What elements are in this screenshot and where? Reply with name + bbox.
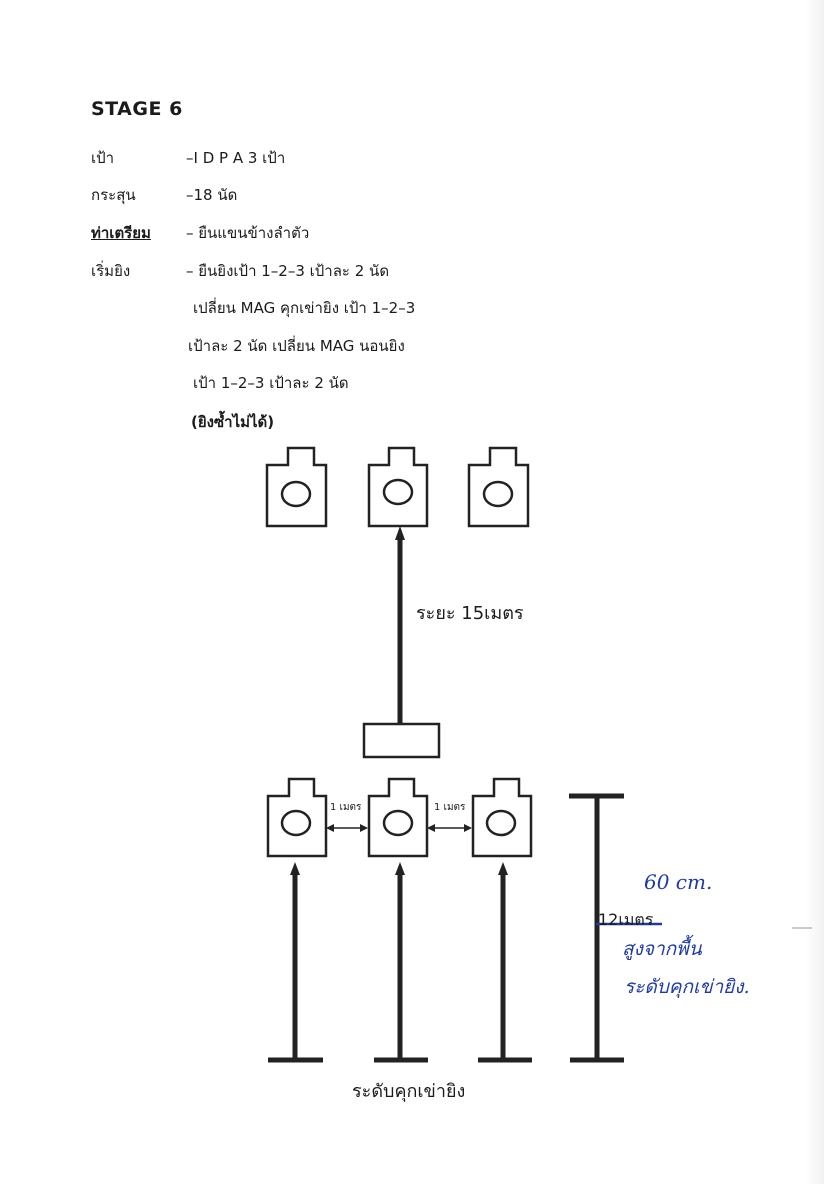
bottom-target-1	[268, 779, 326, 856]
instruction-line-3: เป้า 1–2–3 เป้าละ 2 นัด	[193, 374, 349, 392]
row-value-start: – ยืนยิงเป้า 1–2–3 เป้าละ 2 นัด	[186, 262, 390, 280]
row-label-ammo: กระสุน	[91, 186, 136, 204]
bottom-target-3	[473, 779, 531, 856]
diagram-caption: ระดับคุกเข่ายิง	[352, 1081, 466, 1102]
row-label-ready: ท่าเตรียม	[91, 224, 151, 242]
row-value-ready: – ยืนแขนข้างลำตัว	[186, 224, 310, 242]
spacing-label-right: 1 เมตร	[434, 802, 466, 813]
top-target-1	[267, 448, 326, 526]
top-target-3	[469, 448, 528, 526]
instruction-line-2: เป้าละ 2 นัด เปลี่ยน MAG นอนยิง	[188, 337, 405, 355]
bottom-target-2	[369, 779, 427, 856]
stage-title: STAGE 6	[91, 98, 183, 120]
height-label: 12เมตร	[598, 910, 654, 929]
row-value-ammo: –18 นัด	[186, 186, 238, 204]
row-label-target: เป้า	[91, 149, 115, 167]
top-target-2	[369, 448, 427, 526]
instruction-note: (ยิงซ้ำไม่ได้)	[191, 413, 275, 431]
handwritten-note-line-3: ระดับคุกเข่ายิง.	[624, 976, 750, 998]
spacing-label-left: 1 เมตร	[330, 802, 362, 813]
start-box	[364, 724, 439, 757]
row-label-start: เริ่มยิง	[91, 262, 131, 280]
distance-label: ระยะ 15เมตร	[416, 603, 524, 624]
handwritten-note-line-1: 60 cm.	[644, 870, 713, 894]
handwritten-note-line-2: สูงจากพื้น	[622, 938, 702, 960]
row-value-target: –I D P A 3 เป้า	[186, 149, 286, 167]
instruction-line-1: เปลี่ยน MAG คุกเข่ายิง เป้า 1–2–3	[193, 299, 416, 317]
